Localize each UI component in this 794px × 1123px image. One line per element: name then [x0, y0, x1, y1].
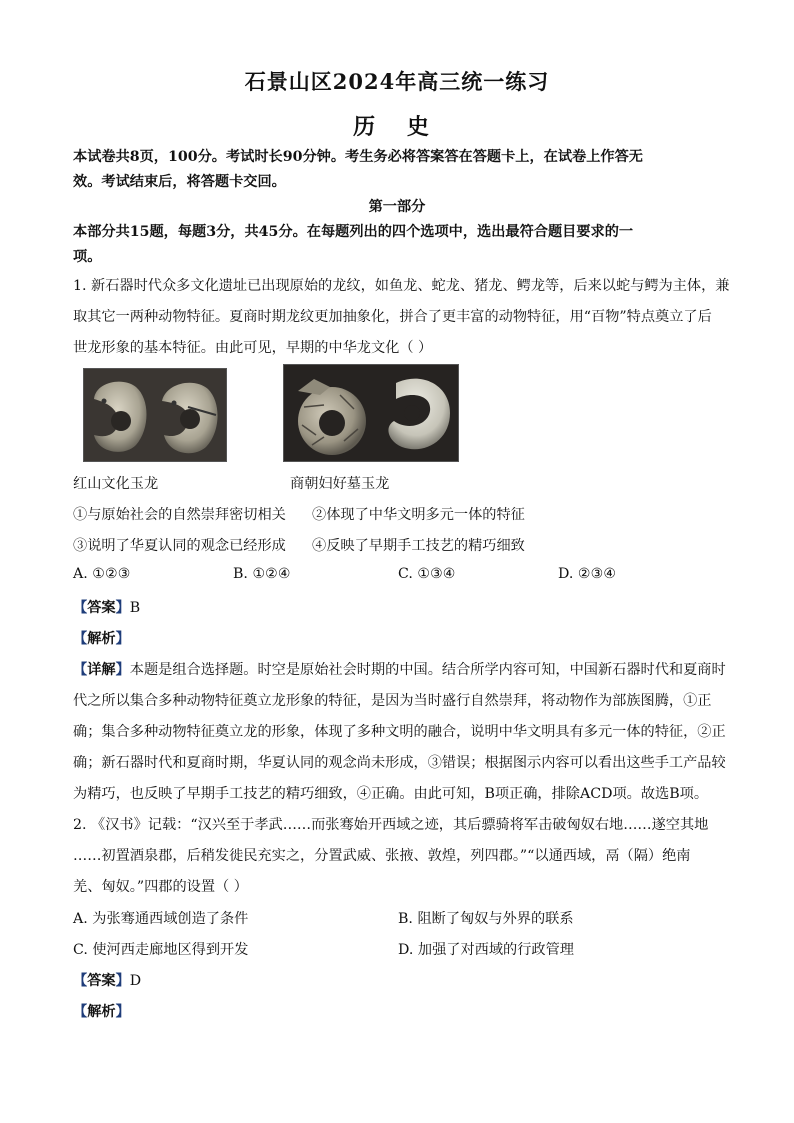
q1-stem-line-2: 取其它一两种动物特征。夏商时期龙纹更加抽象化，拼合了更丰富的动物特征，用“百物”特点奠立了后	[73, 309, 712, 325]
answer-tag: 答案	[87, 600, 116, 616]
answer-value: B	[129, 600, 141, 616]
q1-detail-line-3: 确；集合多种动物特征奠立龙的形象，体现了多种文明的融合，说明中华文明具有多元一体的特征，②正	[73, 724, 726, 740]
answer-tag: 答案	[87, 973, 116, 989]
q1-option-b: B. ①②④	[233, 566, 291, 582]
q1-option-c: C. ①③④	[398, 566, 456, 582]
bracket-open-icon: 【	[73, 662, 88, 678]
detail-text: 本题是组合选择题。时空是原始社会时期的中国。结合所学内容可知，中国新石器时代和夏商时	[129, 662, 726, 678]
detail-tag: 详解	[87, 662, 116, 678]
q1-detail-line-4: 确；新石器时代和夏商时期，华夏认同的观念尚未形成，③错误；根据图示内容可以看出这些手工产品较	[73, 755, 726, 771]
instructions-line-1: 本试卷共8页，100分。考试时长90分钟。考生务必将答案答在答题卡上，在试卷上作答无	[73, 149, 643, 165]
bracket-open-icon: 【	[73, 973, 88, 989]
q2-analysis-heading	[73, 1001, 130, 1021]
q1-statement-2: ②体现了中华文明多元一体的特征	[312, 507, 525, 523]
q2-stem-line-1: 2. 《汉书》记载：“汉兴至于孝武……而张骞始开西域之迹，其后骠骑将军击破匈奴右地……遂空其地	[73, 817, 709, 833]
bracket-close-icon: 】	[115, 973, 130, 989]
q1-option-d: D. ②③④	[558, 566, 617, 582]
hongshan-jade-dragon-image	[83, 368, 227, 462]
exam-title: 石景山区2024年高三统一练习	[244, 69, 550, 94]
bracket-close-icon: 】	[115, 631, 130, 647]
subject-title: 历 史	[353, 114, 441, 140]
bracket-open-icon: 【	[73, 600, 88, 616]
q1-analysis-heading	[73, 628, 130, 648]
answer-value: D	[129, 973, 142, 989]
q1-detail-line-2: 代之所以集合多种动物特征奠立龙形象的特征，是因为当时盛行自然崇拜，将动物作为部族图腾，①正	[73, 693, 712, 709]
analysis-tag: 解析	[87, 1004, 116, 1020]
q1-option-a: A. ①②③	[73, 566, 131, 582]
q1-answer	[73, 597, 140, 617]
bracket-open-icon: 【	[73, 1004, 88, 1020]
part-desc-line-1: 本部分共15题，每题3分，共45分。在每题列出的四个选项中，选出最符合题目要求的一	[73, 224, 634, 240]
q1-detail-line-5: 为精巧，也反映了早期手工技艺的精巧细致，④正确。由此可知，B项正确，排除ACD项。故选B项。	[73, 786, 709, 802]
analysis-tag: 解析	[87, 631, 116, 647]
q2-option-c: C. 使河西走廊地区得到开发	[73, 942, 249, 958]
q2-option-d: D. 加强了对西域的行政管理	[398, 942, 574, 958]
bracket-open-icon: 【	[73, 631, 88, 647]
fuhao-jade-dragon-image	[283, 364, 459, 462]
q1-image-caption-left: 红山文化玉龙	[73, 476, 159, 492]
q1-stem-line-1: 1. 新石器时代众多文化遗址已出现原始的龙纹，如鱼龙、蛇龙、猪龙、鳄龙等，后来以蛇与鳄为主体，兼	[73, 278, 730, 294]
bracket-close-icon: 】	[115, 600, 130, 616]
q2-option-b: B. 阻断了匈奴与外界的联系	[398, 911, 574, 927]
bracket-close-icon: 】	[115, 662, 130, 678]
bracket-close-icon: 】	[115, 1004, 130, 1020]
q2-answer	[73, 970, 141, 990]
q1-detail-line-1	[73, 659, 726, 679]
q1-statement-4: ④反映了早期手工技艺的精巧细致	[312, 538, 525, 554]
q1-statement-3: ③说明了华夏认同的观念已经形成	[73, 538, 286, 554]
q1-statement-1: ①与原始社会的自然崇拜密切相关	[73, 507, 286, 523]
q1-image-caption-right: 商朝妇好墓玉龙	[290, 476, 390, 492]
part-heading: 第一部分	[368, 199, 426, 215]
q1-stem-line-3: 世龙形象的基本特征。由此可见，早期的中华龙文化（ ）	[73, 340, 433, 356]
q2-stem-line-3: 羌、匈奴。”四郡的设置（ ）	[73, 879, 248, 895]
instructions-line-2: 效。考试结束后，将答题卡交回。	[73, 174, 286, 190]
q2-stem-line-2: ……初置酒泉郡，后稍发徙民充实之，分置武威、张掖、敦煌，列四郡。”“以通西域，鬲（隔）绝南	[73, 848, 691, 864]
part-desc-line-2: 项。	[73, 249, 102, 265]
q2-option-a: A. 为张骞通西域创造了条件	[73, 911, 249, 927]
